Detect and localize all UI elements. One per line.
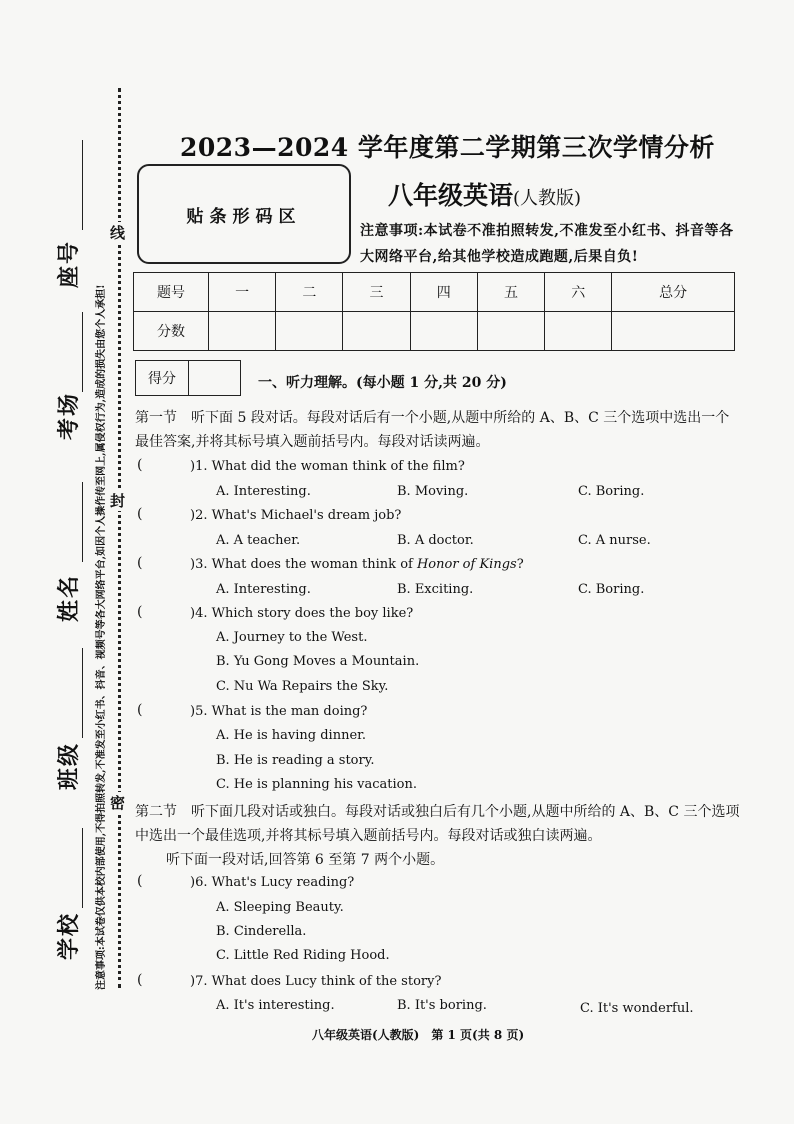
option-a: A. Sleeping Beauty. bbox=[216, 900, 344, 915]
option-a: A. He is having dinner. bbox=[216, 728, 367, 743]
score-table-row-label: 分数 bbox=[134, 312, 209, 351]
answer-paren[interactable]: ( bbox=[137, 702, 143, 718]
seal-mark-feng: 封 bbox=[110, 492, 126, 510]
score-table-header-cell: 三 bbox=[343, 273, 410, 312]
question-stem-title: Honor of Kings bbox=[416, 557, 517, 572]
copyright-notice: 注意事项:本试卷不准拍照转发,不准发至小红书、抖音等各大网络平台,给其他学校造成跑题,后果自负! bbox=[360, 223, 734, 265]
score-cell[interactable] bbox=[209, 312, 276, 351]
score-cell[interactable] bbox=[343, 312, 410, 351]
barcode-area: 贴条形码区 bbox=[137, 164, 351, 264]
field-line-name bbox=[82, 482, 83, 562]
score-cell[interactable] bbox=[276, 312, 343, 351]
subject-title bbox=[388, 176, 581, 212]
field-line-exam-room bbox=[82, 312, 83, 392]
section-score-blank[interactable] bbox=[189, 361, 240, 395]
score-table-header-row bbox=[134, 273, 735, 312]
score-cell[interactable] bbox=[477, 312, 544, 351]
section-score-label: 得分 bbox=[136, 361, 189, 395]
option-c: C. Boring. bbox=[578, 484, 645, 499]
option-a: A. Interesting. bbox=[216, 582, 311, 597]
question-stem: )1. What did the woman think of the film? bbox=[190, 459, 465, 474]
subject-edition: (人教版) bbox=[513, 188, 582, 209]
answer-paren[interactable]: ( bbox=[137, 555, 143, 571]
score-table-header-cell: 六 bbox=[545, 273, 612, 312]
score-table-header-cell: 一 bbox=[209, 273, 276, 312]
option-b: B. He is reading a story. bbox=[216, 753, 375, 768]
score-table-header-cell: 二 bbox=[276, 273, 343, 312]
option-c: C. He is planning his vacation. bbox=[216, 777, 418, 792]
question-stem: )4. Which story does the boy like? bbox=[190, 606, 414, 621]
field-label-name: 姓名 bbox=[56, 573, 82, 622]
option-a: A. It's interesting. bbox=[216, 998, 335, 1013]
option-c: C. Nu Wa Repairs the Sky. bbox=[216, 679, 389, 694]
field-label-seat: 座号 bbox=[56, 239, 82, 288]
field-label-school: 学校 bbox=[56, 911, 82, 960]
answer-paren[interactable]: ( bbox=[137, 604, 143, 620]
answer-paren[interactable]: ( bbox=[137, 457, 143, 473]
score-table-header-cell: 四 bbox=[410, 273, 477, 312]
option-c: C. Little Red Riding Hood. bbox=[216, 948, 390, 963]
part2-subinstruction: 听下面一段对话,回答第 6 至第 7 两个小题。 bbox=[166, 852, 445, 868]
seal-mark-xian: 线 bbox=[110, 224, 126, 242]
option-c: C. A nurse. bbox=[578, 533, 651, 548]
option-b: B. Cinderella. bbox=[216, 924, 307, 939]
option-c: C. It's wonderful. bbox=[580, 1001, 694, 1016]
option-b: B. A doctor. bbox=[397, 533, 474, 548]
binding-warning: 注意事项:本试卷仅供本校内部使用,不得拍照转发,不准发至小红书、抖音、视频号等各大网络平台,如因个人操作传至网上,属侵权行为,造成的损失由您个人承担! bbox=[96, 284, 107, 990]
field-line-school bbox=[82, 828, 83, 908]
score-table-score-row bbox=[134, 312, 735, 351]
page-title: 2023—2024 学年度第二学期第三次学情分析 bbox=[180, 133, 715, 162]
option-c: C. Boring. bbox=[578, 582, 645, 597]
score-table bbox=[133, 272, 735, 351]
score-table-header-cell: 五 bbox=[477, 273, 544, 312]
score-table-header-cell: 总分 bbox=[612, 273, 735, 312]
section-title: 一、听力理解。(每小题 1 分,共 20 分) bbox=[258, 375, 507, 391]
question-stem-text: )3. What does the woman think of bbox=[190, 557, 417, 572]
answer-paren[interactable]: ( bbox=[137, 506, 143, 522]
answer-paren[interactable]: ( bbox=[137, 972, 143, 988]
score-cell[interactable] bbox=[612, 312, 735, 351]
section-score-box bbox=[135, 360, 241, 396]
field-label-class: 班级 bbox=[56, 741, 82, 790]
score-cell[interactable] bbox=[410, 312, 477, 351]
question-stem: )5. What is the man doing? bbox=[190, 704, 368, 719]
option-b: B. Exciting. bbox=[397, 582, 474, 597]
part1-instructions: 第一节 听下面 5 段对话。每段对话后有一个小题,从题中所给的 A、B、C 三个选项中选出一个最佳答案,并将其标号填入题前括号内。每段对话读两遍。 bbox=[135, 410, 730, 450]
subject-name: 八年级英语 bbox=[388, 181, 514, 210]
field-line-seat bbox=[82, 140, 83, 230]
option-a: A. Journey to the West. bbox=[216, 630, 368, 645]
part2-instructions: 第二节 听下面几段对话或独白。每段对话或独白后有几个小题,从题中所给的 A、B、C 三个选项中选出一个最佳选项,并将其标号填入题前括号内。每段对话或独白读两遍。 bbox=[135, 804, 740, 844]
option-a: A. Interesting. bbox=[216, 484, 311, 499]
score-table-header-cell: 题号 bbox=[134, 273, 209, 312]
option-b: B. It's boring. bbox=[397, 998, 487, 1013]
score-cell[interactable] bbox=[545, 312, 612, 351]
question-stem-mark: ? bbox=[516, 557, 524, 572]
question-stem bbox=[190, 557, 524, 572]
field-line-class bbox=[82, 648, 83, 738]
option-a: A. A teacher. bbox=[216, 533, 301, 548]
question-stem: )7. What does Lucy think of the story? bbox=[190, 974, 442, 989]
seal-mark-mi: 密 bbox=[110, 794, 126, 812]
question-stem: )6. What's Lucy reading? bbox=[190, 875, 355, 890]
option-b: B. Yu Gong Moves a Mountain. bbox=[216, 654, 420, 669]
page-footer: 八年级英语(人教版) 第 1 页(共 8 页) bbox=[312, 1028, 525, 1042]
question-stem: )2. What's Michael's dream job? bbox=[190, 508, 402, 523]
field-label-exam-room: 考场 bbox=[56, 391, 82, 440]
answer-paren[interactable]: ( bbox=[137, 873, 143, 889]
option-b: B. Moving. bbox=[397, 484, 469, 499]
